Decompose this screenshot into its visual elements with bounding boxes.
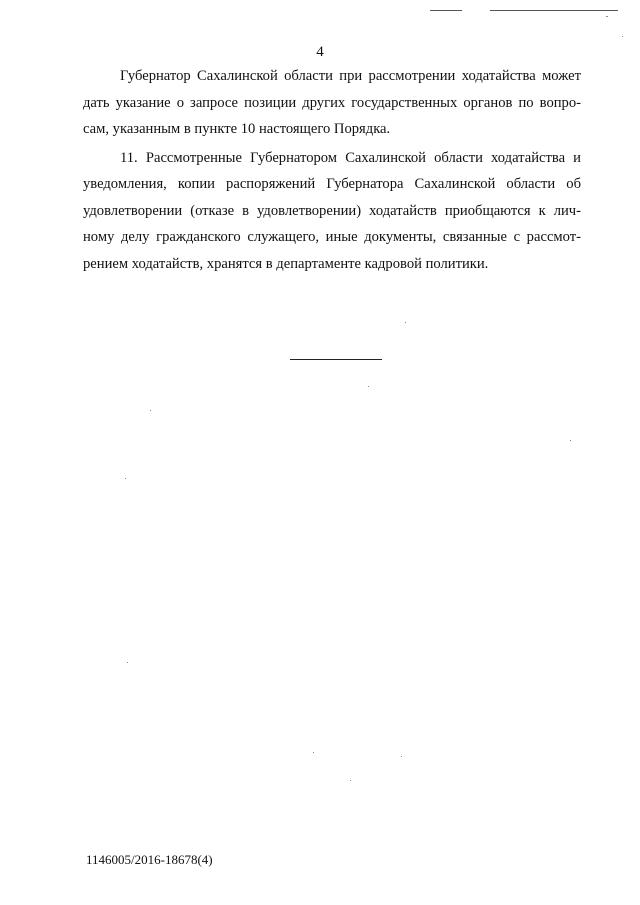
page-body — [83, 63, 581, 277]
scan-speck — [622, 36, 623, 37]
scan-speck — [570, 440, 571, 441]
scan-speck — [125, 478, 126, 479]
scan-speck — [313, 752, 314, 753]
scan-speck — [606, 16, 608, 17]
scan-speck — [127, 662, 128, 663]
scan-speck — [405, 322, 406, 323]
scan-speck — [350, 780, 351, 781]
paragraph-2 — [83, 145, 581, 278]
document-id: 1146005/2016-18678(4) — [86, 852, 213, 867]
paragraph-1-line-1: Губернатор Сахалинской области при рассмотрении ходатайства может — [120, 68, 581, 84]
paragraph-1 — [83, 63, 581, 143]
end-separator-line — [290, 359, 382, 360]
scan-speck — [401, 756, 402, 757]
paragraph-1-line-2: дать указание о запросе позиции других государственных органов по вопро- — [83, 94, 581, 111]
paragraph-2-line-3: удовлетворении (отказе в удовлетворении) ходатайств приобщаются к лич- — [83, 202, 581, 219]
paragraph-2-line-4: ному делу гражданского служащего, иные документы, связанные с рассмот- — [83, 229, 581, 245]
paragraph-2-line-2: уведомления, копии распоряжений Губернатора Сахалинской области об — [83, 176, 581, 192]
scan-mark-line — [430, 10, 462, 11]
page-number: 4 — [316, 44, 324, 60]
scan-mark-line — [490, 10, 618, 11]
paragraph-2-line-5: рением ходатайств, хранятся в департаменте кадровой политики. — [83, 255, 489, 272]
paragraph-1-line-3: сам, указанным в пункте 10 настоящего Порядка. — [83, 121, 391, 137]
scan-speck — [368, 386, 369, 387]
scan-speck — [150, 410, 151, 411]
paragraph-2-line-1: 11. Рассмотренные Губернатором Сахалинской области ходатайства и — [120, 149, 581, 166]
